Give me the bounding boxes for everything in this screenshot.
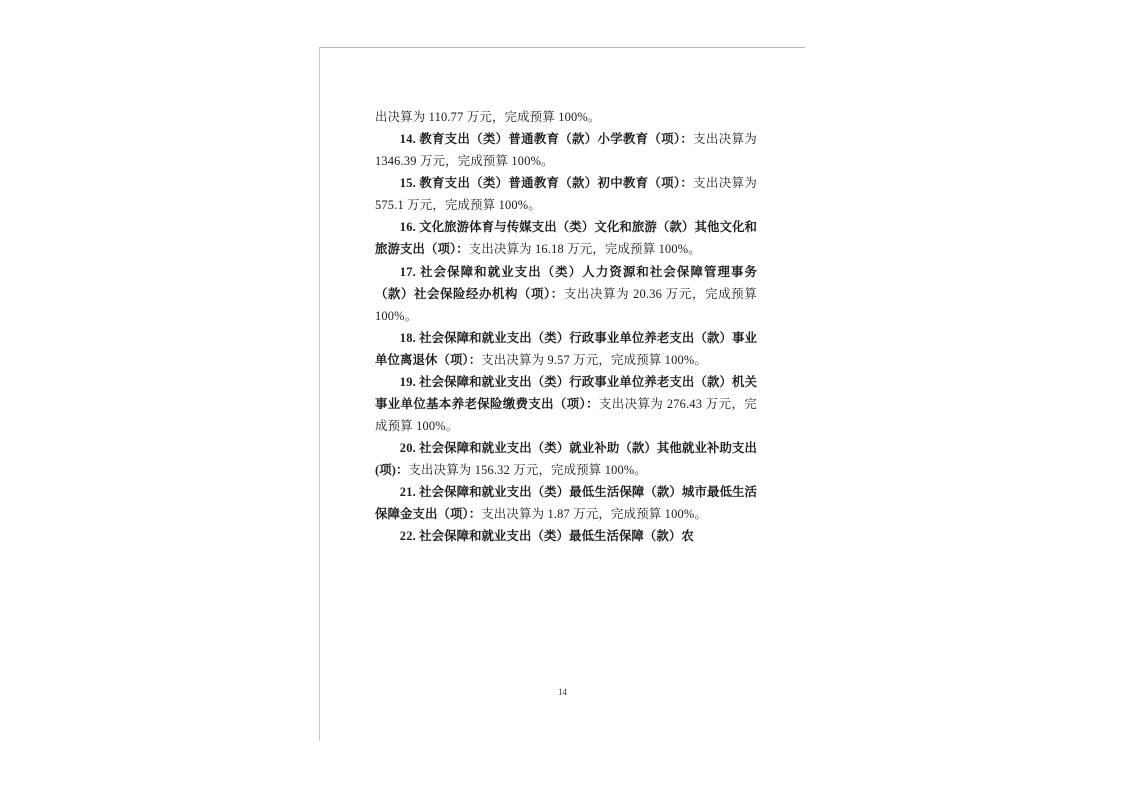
page-content-area	[320, 48, 805, 741]
item-number: 15.	[399, 176, 416, 191]
item-detail: 支出决算为 16.18 万元，完成预算 100%。	[468, 242, 701, 257]
document-text-body	[375, 106, 757, 548]
item-detail: 支出决算为 276.43 万元，完成预算 100%。	[375, 397, 757, 434]
paragraph-run: 出决算为 110.77 万元，完成预算 100%。	[375, 110, 601, 124]
paragraph-item-14	[375, 128, 757, 172]
item-title: 社会保障和就业支出（类）最低生活保障（款）农	[415, 529, 694, 544]
paragraph-item-16	[375, 216, 757, 260]
paragraph-item-21	[375, 481, 757, 525]
item-detail: 支出决算为 575.1 万元，完成预算 100%。	[375, 176, 758, 213]
item-detail: 支出决算为 1.87 万元，完成预算 100%。	[481, 507, 707, 522]
item-number: 21.	[399, 485, 416, 500]
item-title: 社会保障和就业支出（类）就业补助（款）其他就业补助支出(项)：	[375, 441, 757, 478]
paragraph-continuation	[375, 106, 757, 128]
page-number: 14	[558, 687, 567, 697]
item-number: 18.	[399, 330, 416, 345]
item-title: 教育支出（类）普通教育（款）初中教育（项）：	[415, 176, 694, 191]
item-title: 文化旅游体育与传媒支出（类）文化和旅游（款）其他文化和旅游支出（项）：	[375, 220, 757, 257]
item-detail: 支出决算为 156.32 万元，完成预算 100%。	[408, 463, 647, 478]
paragraph-item-22	[375, 525, 757, 547]
item-detail: 支出决算为 1346.39 万元，完成预算 100%。	[375, 132, 758, 169]
item-title: 社会保障和就业支出（类）行政事业单位养老支出（款）机关事业单位基本养老保险缴费支出（项）：	[375, 374, 757, 412]
paragraph-item-15	[375, 172, 757, 216]
paragraph-item-17	[375, 261, 757, 327]
item-title: 教育支出（类）普通教育（款）小学教育（项）：	[415, 132, 694, 147]
item-number: 19.	[399, 374, 416, 389]
item-title: 社会保障和就业支出（类）行政事业单位养老支出（款）事业单位离退休（项）：	[375, 330, 757, 367]
item-title: 社会保障和就业支出（类）最低生活保障（款）城市最低生活保障金支出（项）：	[375, 485, 757, 522]
paragraph-item-18	[375, 327, 757, 371]
document-page	[319, 47, 805, 741]
item-number: 14.	[399, 132, 416, 147]
item-number: 17.	[399, 264, 416, 279]
item-number: 16.	[399, 220, 416, 235]
item-detail: 支出决算为 9.57 万元，完成预算 100%。	[481, 352, 707, 367]
item-detail: 支出决算为 20.36 万元，完成预算 100%。	[375, 286, 757, 323]
item-number: 22.	[399, 529, 416, 544]
paragraph-item-19	[375, 371, 757, 437]
item-number: 20.	[399, 441, 416, 456]
item-title: 社会保障和就业支出（类）人力资源和社会保障管理事务（款）社会保险经办机构（项）：	[375, 264, 757, 301]
paragraph-item-20	[375, 437, 757, 481]
